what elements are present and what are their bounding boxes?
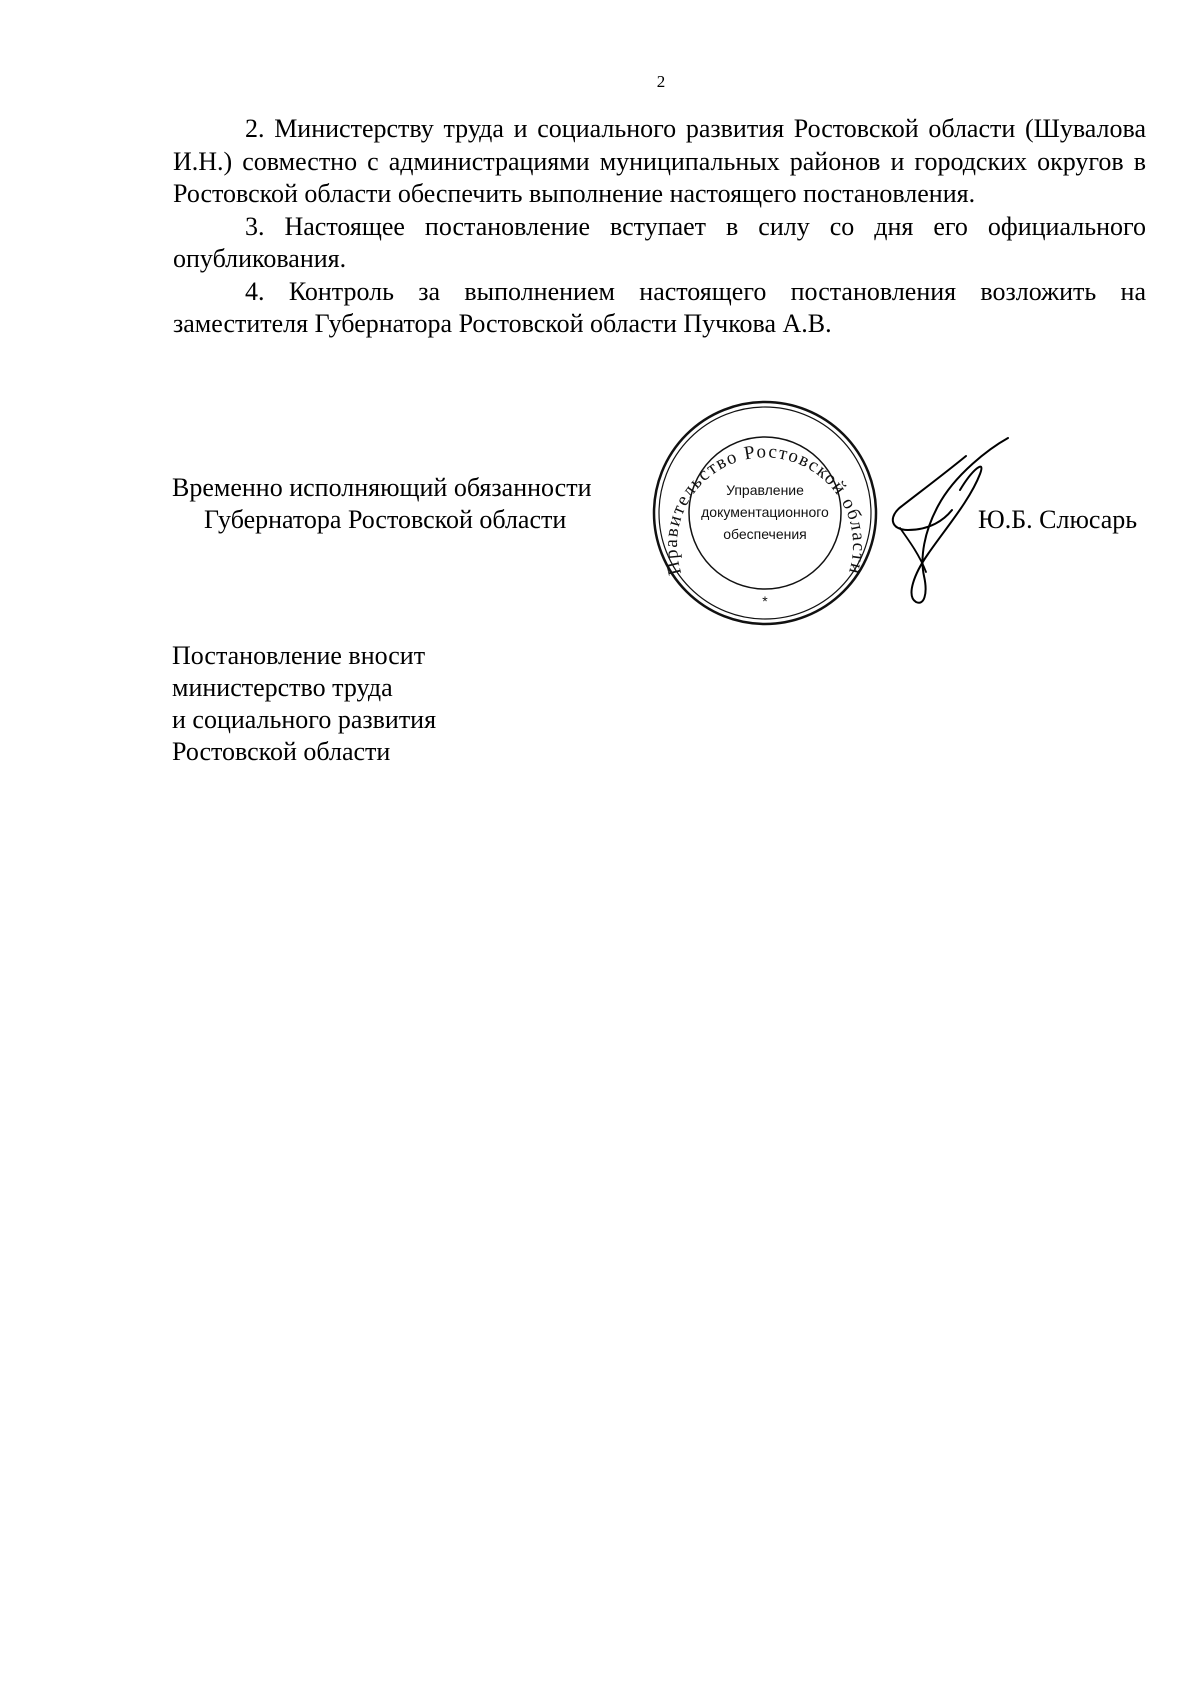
signatory-position [172,472,634,536]
submitter-line-2: министерство труда [172,673,393,702]
seal-star: * [762,593,768,609]
official-seal [650,398,880,628]
signatory-name: Ю.Б. Слюсарь [978,505,1138,534]
submitter-line-4: Ростовской области [172,737,391,766]
seal-inner-line-2: документационного [701,504,829,520]
signatory-position-line-2: Губернатора Ростовской области [204,505,567,534]
page-number: 2 [656,72,666,91]
paragraph-4: 4. Контроль за выполнением настоящего постановления возложить на заместителя Губернатора Ростовской области Пучкова А.В. [173,276,1146,338]
paragraph-2: 2. Министерству труда и социального развития Ростовской области (Шувалова И.Н.) совместно с администрациями муниципальных районов и городских округов в Ростовской области обеспечить выполнение настоящего постановления. [173,114,1146,208]
seal-outer-text: Правительство Ростовской области [660,441,870,578]
seal-inner-line-3: обеспечения [723,526,807,542]
submitter-line-1: Постановление вносит [172,641,426,670]
document-body [173,113,1146,341]
submitter-line-3: и социального развития [172,705,437,734]
paragraph-3: 3. Настоящее постановление вступает в силу со дня его официального опубликования. [173,211,1146,273]
submitter-block [172,640,436,768]
seal-inner-line-1: Управление [726,482,804,498]
signatory-position-line-1: Временно исполняющий обязанности [172,473,592,502]
